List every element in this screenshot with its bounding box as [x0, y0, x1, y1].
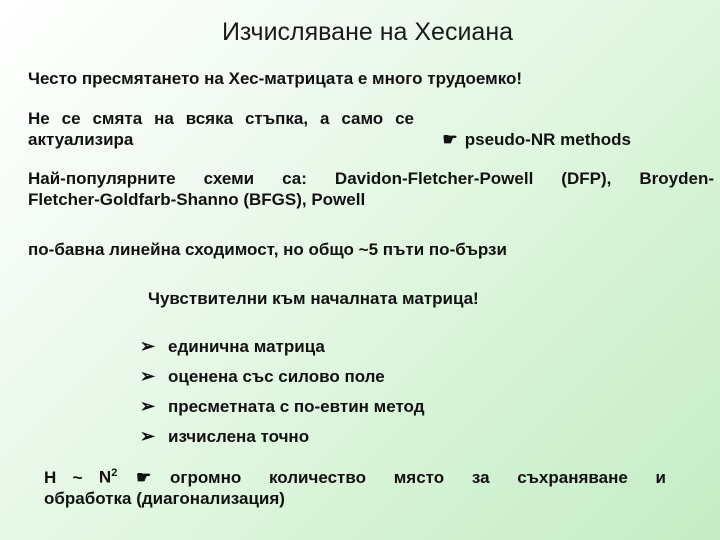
- list-item: [140, 421, 425, 451]
- bullet-text: пресметната с по-евтин метод: [168, 396, 425, 416]
- list-item: [140, 391, 425, 421]
- n-symbol: N: [98, 467, 112, 487]
- exponent: 2: [111, 467, 118, 479]
- tilde-symbol: ~: [72, 467, 83, 487]
- arrow-bullet-icon: ➢: [140, 365, 156, 386]
- update-line-a: Не се смята на всяка стъпка, а само се: [28, 109, 414, 128]
- arrow-bullet-icon: ➢: [140, 335, 156, 356]
- bullet-list: [140, 331, 425, 451]
- convergence-line: по-бавна линейна сходимост, но общо ~5 пъти по-бързи: [28, 240, 507, 259]
- schemes-line-a: Най-популярните схеми са: Davidon-Fletcher-Powell (DFP), Broyden-: [28, 169, 714, 188]
- n-squared: [99, 463, 117, 488]
- schemes-paragraph: [28, 168, 714, 210]
- schemes-line-b: Fletcher-Goldfarb-Shanno (BFGS), Powell: [28, 190, 366, 209]
- storage-line-a: огромно количество място за съхраняване и: [170, 467, 666, 487]
- h-symbol: H: [44, 467, 57, 487]
- bullet-text: единична матрица: [168, 336, 325, 356]
- pseudo-nr-label: pseudo-NR methods: [464, 130, 631, 149]
- implies-icon: ☛: [442, 130, 458, 149]
- slide-title: Изчисляване на Хесиана: [221, 18, 514, 46]
- arrow-bullet-icon: ➢: [140, 395, 156, 416]
- update-line-b: актуализира: [28, 130, 134, 149]
- storage-line-b: обработка (диагонализация): [44, 488, 285, 508]
- list-item: [140, 361, 425, 391]
- bullet-text: изчислена точно: [168, 426, 310, 446]
- bullet-text: оценена със силово поле: [168, 366, 385, 386]
- list-item: [140, 331, 425, 361]
- arrow-bullet-icon: ➢: [140, 425, 156, 446]
- storage-paragraph: [44, 463, 666, 509]
- intro-line: Често пресмятането на Хес-матрицата е много трудоемко!: [28, 69, 523, 88]
- implies-icon: ☛: [136, 467, 152, 487]
- update-paragraph: [28, 108, 668, 150]
- sensitivity-heading: Чувствителни към началната матрица!: [148, 289, 479, 308]
